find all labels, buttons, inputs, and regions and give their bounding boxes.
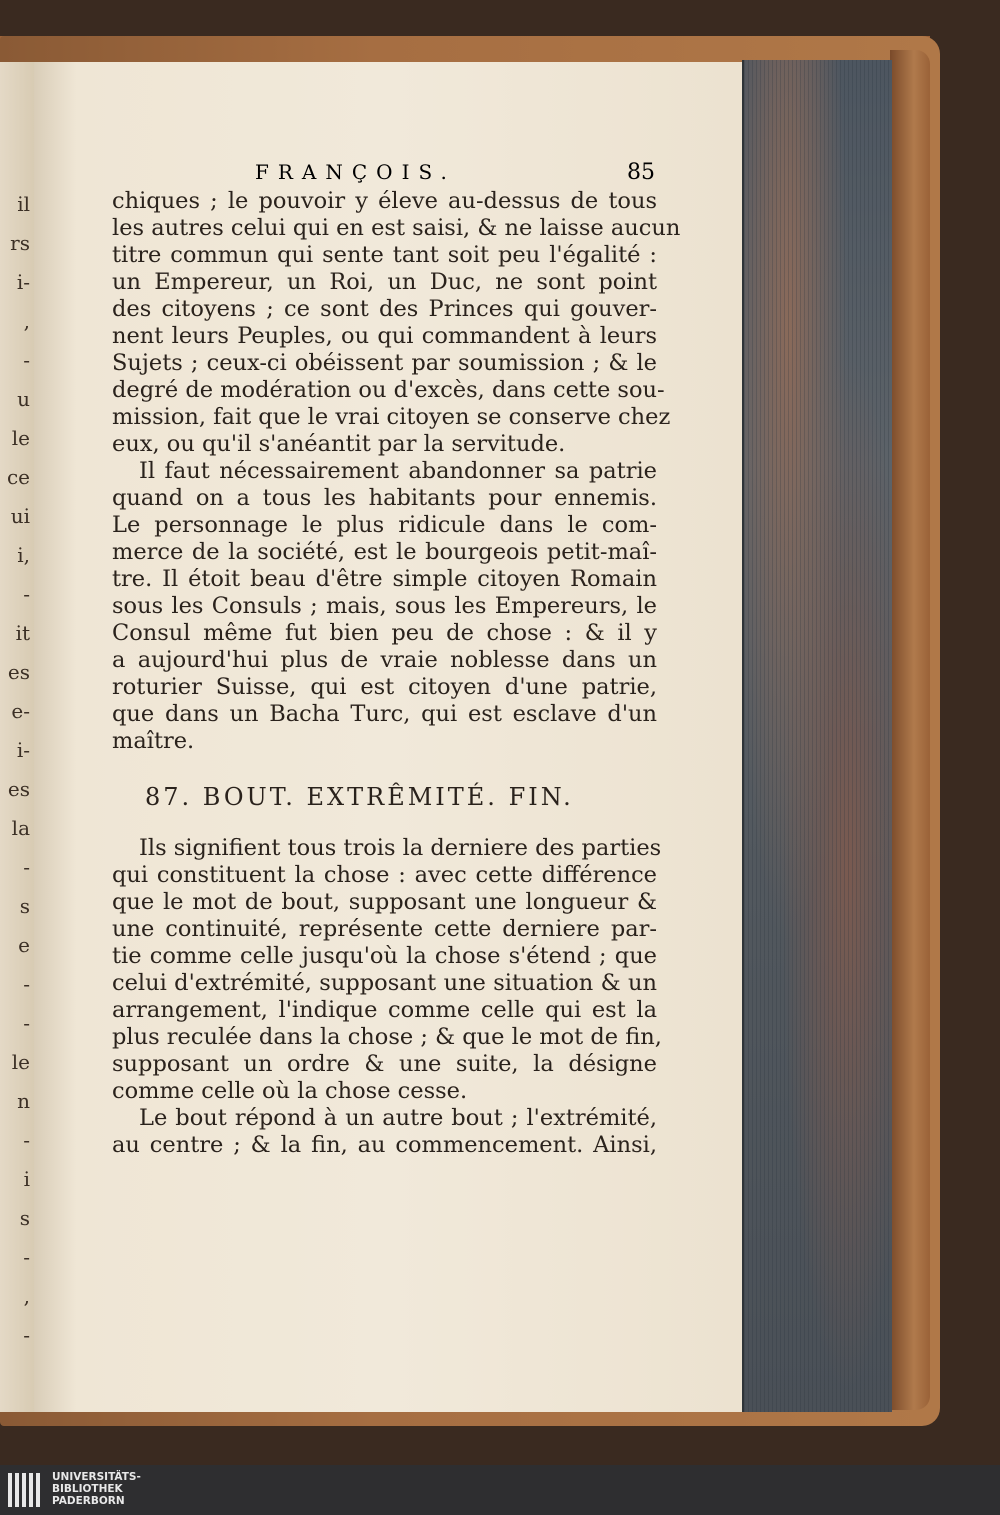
left-page-fragment: - xyxy=(23,1128,30,1152)
left-page-fragment: n xyxy=(17,1089,30,1113)
text-line: sous les Consuls ; mais, sous les Empereurs, le xyxy=(112,593,657,619)
left-page-fragment: ce xyxy=(6,465,30,489)
text-line: au centre ; & la fin, au commencement. Ainsi, xyxy=(112,1132,657,1158)
text-line: roturier Suisse, qui est citoyen d'une patrie, xyxy=(112,674,657,700)
left-page-edge xyxy=(0,62,36,1412)
text-line: celui d'extrémité, supposant une situation & un xyxy=(112,970,657,996)
running-head-title: FRANÇOIS. xyxy=(255,160,456,184)
marbled-fore-edge xyxy=(742,60,892,1412)
paragraph-2 xyxy=(112,835,662,1159)
left-page-fragment: rs xyxy=(10,231,30,255)
left-page-fragment: , xyxy=(23,1284,30,1308)
left-page-fragment: ui xyxy=(10,504,30,528)
text-line: eux, ou qu'il s'anéantit par la servitude. xyxy=(112,431,566,457)
left-page-fragment: - xyxy=(23,1245,30,1269)
library-name-line1: UNIVERSITÄTS- xyxy=(52,1471,141,1483)
text-line: qui constituent la chose : avec cette différence xyxy=(112,862,657,888)
left-page-fragment: la xyxy=(11,816,30,840)
left-page-fragment: es xyxy=(7,660,30,684)
text-line: que dans un Bacha Turc, qui est esclave d'un xyxy=(112,701,657,727)
left-page-fragment: - xyxy=(23,1011,30,1035)
text-line: Le personnage le plus ridicule dans le com- xyxy=(112,512,657,538)
text-line: degré de modération ou d'excès, dans cette sou- xyxy=(112,377,665,403)
left-page-fragment: e- xyxy=(11,699,30,723)
text-line: que le mot de bout, supposant une longueur & xyxy=(112,889,657,915)
left-page-fragment: it xyxy=(15,621,30,645)
text-line: les autres celui qui en est saisi, & ne laisse aucun xyxy=(112,215,681,241)
left-page-fragment: i- xyxy=(16,270,30,294)
text-line: Il faut nécessairement abandonner sa patrie xyxy=(139,458,657,484)
section-heading: 87. BOUT. EXTRÊMITÉ. FIN. xyxy=(145,783,574,811)
left-page-fragment: - xyxy=(23,348,30,372)
text-line: quand on a tous les habitants pour ennemis. xyxy=(112,485,657,511)
text-line: supposant un ordre & une suite, la désigne xyxy=(112,1051,657,1077)
library-name-line2: BIBLIOTHEK xyxy=(52,1483,123,1495)
left-page-fragment: - xyxy=(23,1323,30,1347)
text-line: comme celle où la chose cesse. xyxy=(112,1078,468,1104)
text-line: Ils signifient tous trois la derniere des parties xyxy=(139,835,662,861)
text-line: des citoyens ; ce sont des Princes qui gouver- xyxy=(112,296,657,322)
text-line: maître. xyxy=(112,728,195,754)
left-page-fragment: u xyxy=(17,387,30,411)
left-page-fragment: le xyxy=(11,1050,30,1074)
text-line: Consul même fut bien peu de chose : & il y xyxy=(112,620,657,646)
left-page-fragment: - xyxy=(23,855,30,879)
text-line: Sujets ; ceux-ci obéissent par soumission ; & le xyxy=(112,350,657,376)
left-page-fragment: i, xyxy=(17,543,30,567)
text-line: chiques ; le pouvoir y éleve au-dessus de tous xyxy=(112,188,657,214)
library-name-line3: PADERBORN xyxy=(52,1495,125,1507)
text-line: mission, fait que le vrai citoyen se conserve chez xyxy=(112,404,671,430)
text-line: Le bout répond à un autre bout ; l'extrémité, xyxy=(139,1105,657,1131)
left-page-fragment: - xyxy=(23,972,30,996)
cover-board-edge xyxy=(890,50,930,1410)
left-page-fragment: - xyxy=(23,582,30,606)
text-line: merce de la société, est le bourgeois petit-maî- xyxy=(112,539,657,565)
left-page-fragment: s xyxy=(19,1206,30,1230)
text-line: une continuité, représente cette derniere par- xyxy=(112,916,657,942)
text-line: plus reculée dans la chose ; & que le mot de fin, xyxy=(112,1024,662,1050)
library-footer xyxy=(0,1465,1000,1515)
text-line: un Empereur, un Roi, un Duc, ne sont point xyxy=(112,269,657,295)
text-line: titre commun qui sente tant soit peu l'égalité : xyxy=(112,242,657,268)
left-page-fragment: e xyxy=(18,933,30,957)
paragraph-1 xyxy=(112,188,681,755)
page-number: 85 xyxy=(627,160,655,185)
left-page-fragment: s xyxy=(19,894,30,918)
library-name xyxy=(52,1471,141,1507)
text-line: a aujourd'hui plus de vraie noblesse dans un xyxy=(112,647,657,673)
text-line: arrangement, l'indique comme celle qui est la xyxy=(112,997,657,1023)
left-page-fragment: es xyxy=(7,777,30,801)
text-line: tie comme celle jusqu'où la chose s'étend ; que xyxy=(112,943,657,969)
left-page-fragment: il xyxy=(17,192,30,216)
left-page-fragment: le xyxy=(11,426,30,450)
left-page-fragment: i xyxy=(23,1167,30,1191)
left-page-fragment: i- xyxy=(16,738,30,762)
text-line: nent leurs Peuples, ou qui commandent à leurs xyxy=(112,323,657,349)
text-line: tre. Il étoit beau d'être simple citoyen Romain xyxy=(112,566,657,592)
library-logo-icon xyxy=(8,1473,44,1507)
left-page-fragment: , xyxy=(23,309,30,333)
running-head xyxy=(255,160,655,188)
